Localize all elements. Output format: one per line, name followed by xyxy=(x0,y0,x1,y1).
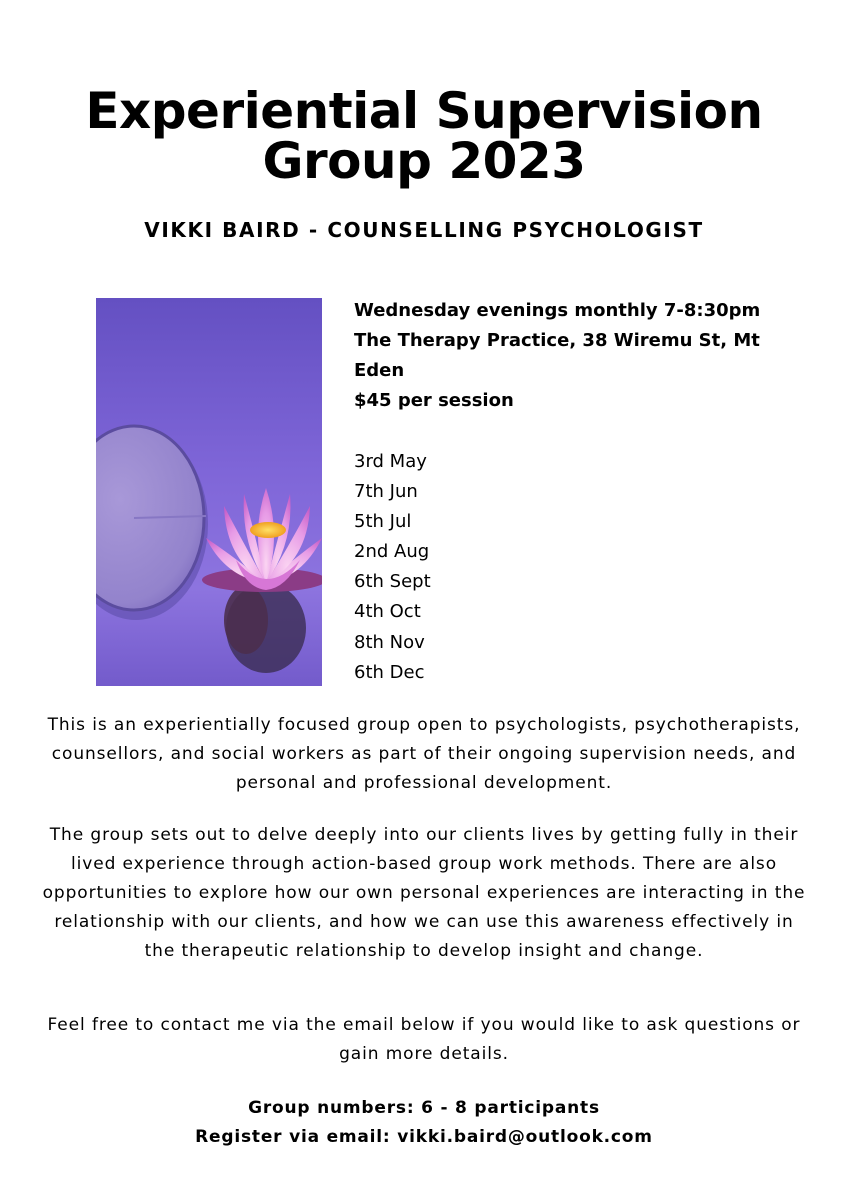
title-line-1: Experiential Supervision xyxy=(85,82,763,140)
date-item: 4th Oct xyxy=(354,601,421,623)
date-item: 6th Sept xyxy=(354,571,431,593)
page-title xyxy=(0,82,848,190)
location-text-line-2: Eden xyxy=(354,360,405,381)
session-details xyxy=(354,296,774,416)
title-line-2: Group 2023 xyxy=(262,132,586,190)
contact-paragraph: Feel free to contact me via the email below if you would like to ask questions or gain more details. xyxy=(47,1015,801,1064)
date-item: 8th Nov xyxy=(354,631,425,653)
location-text-line-1: The Therapy Practice, 38 Wiremu St, Mt xyxy=(354,330,760,351)
date-item: 3rd May xyxy=(354,451,427,472)
date-item: 7th Jun xyxy=(354,481,418,503)
intro-paragraph: This is an experientially focused group open to psychologists, psychotherapists, counsellors, and social workers as part of their ongoing supervision needs, and personal and professional development. xyxy=(47,715,801,793)
date-item: 2nd Aug xyxy=(354,541,430,563)
schedule-text: Wednesday evenings monthly 7-8:30pm xyxy=(354,300,761,321)
lotus-photo xyxy=(96,298,322,686)
price-text: $45 per session xyxy=(354,390,514,411)
subtitle: VIKKI BAIRD - COUNSELLING PSYCHOLOGIST xyxy=(144,218,704,242)
group-numbers-text: Group numbers: 6 - 8 participants xyxy=(248,1098,600,1118)
date-item: 5th Jul xyxy=(354,511,412,533)
body-paragraph: The group sets out to delve deeply into our clients lives by getting fully in their lived experience through action-based group work methods. There are also opportunities to explore how our own personal experiences are interacting in the relationship with our clients, and how we can use this awareness effectively in the therapeutic relationship to develop insight and change. xyxy=(42,825,806,961)
date-item: 6th Dec xyxy=(354,661,425,683)
register-email-text: Register via email: vikki.baird@outlook.com xyxy=(195,1127,653,1147)
footer-info xyxy=(0,1094,848,1152)
session-dates-list xyxy=(354,447,431,688)
